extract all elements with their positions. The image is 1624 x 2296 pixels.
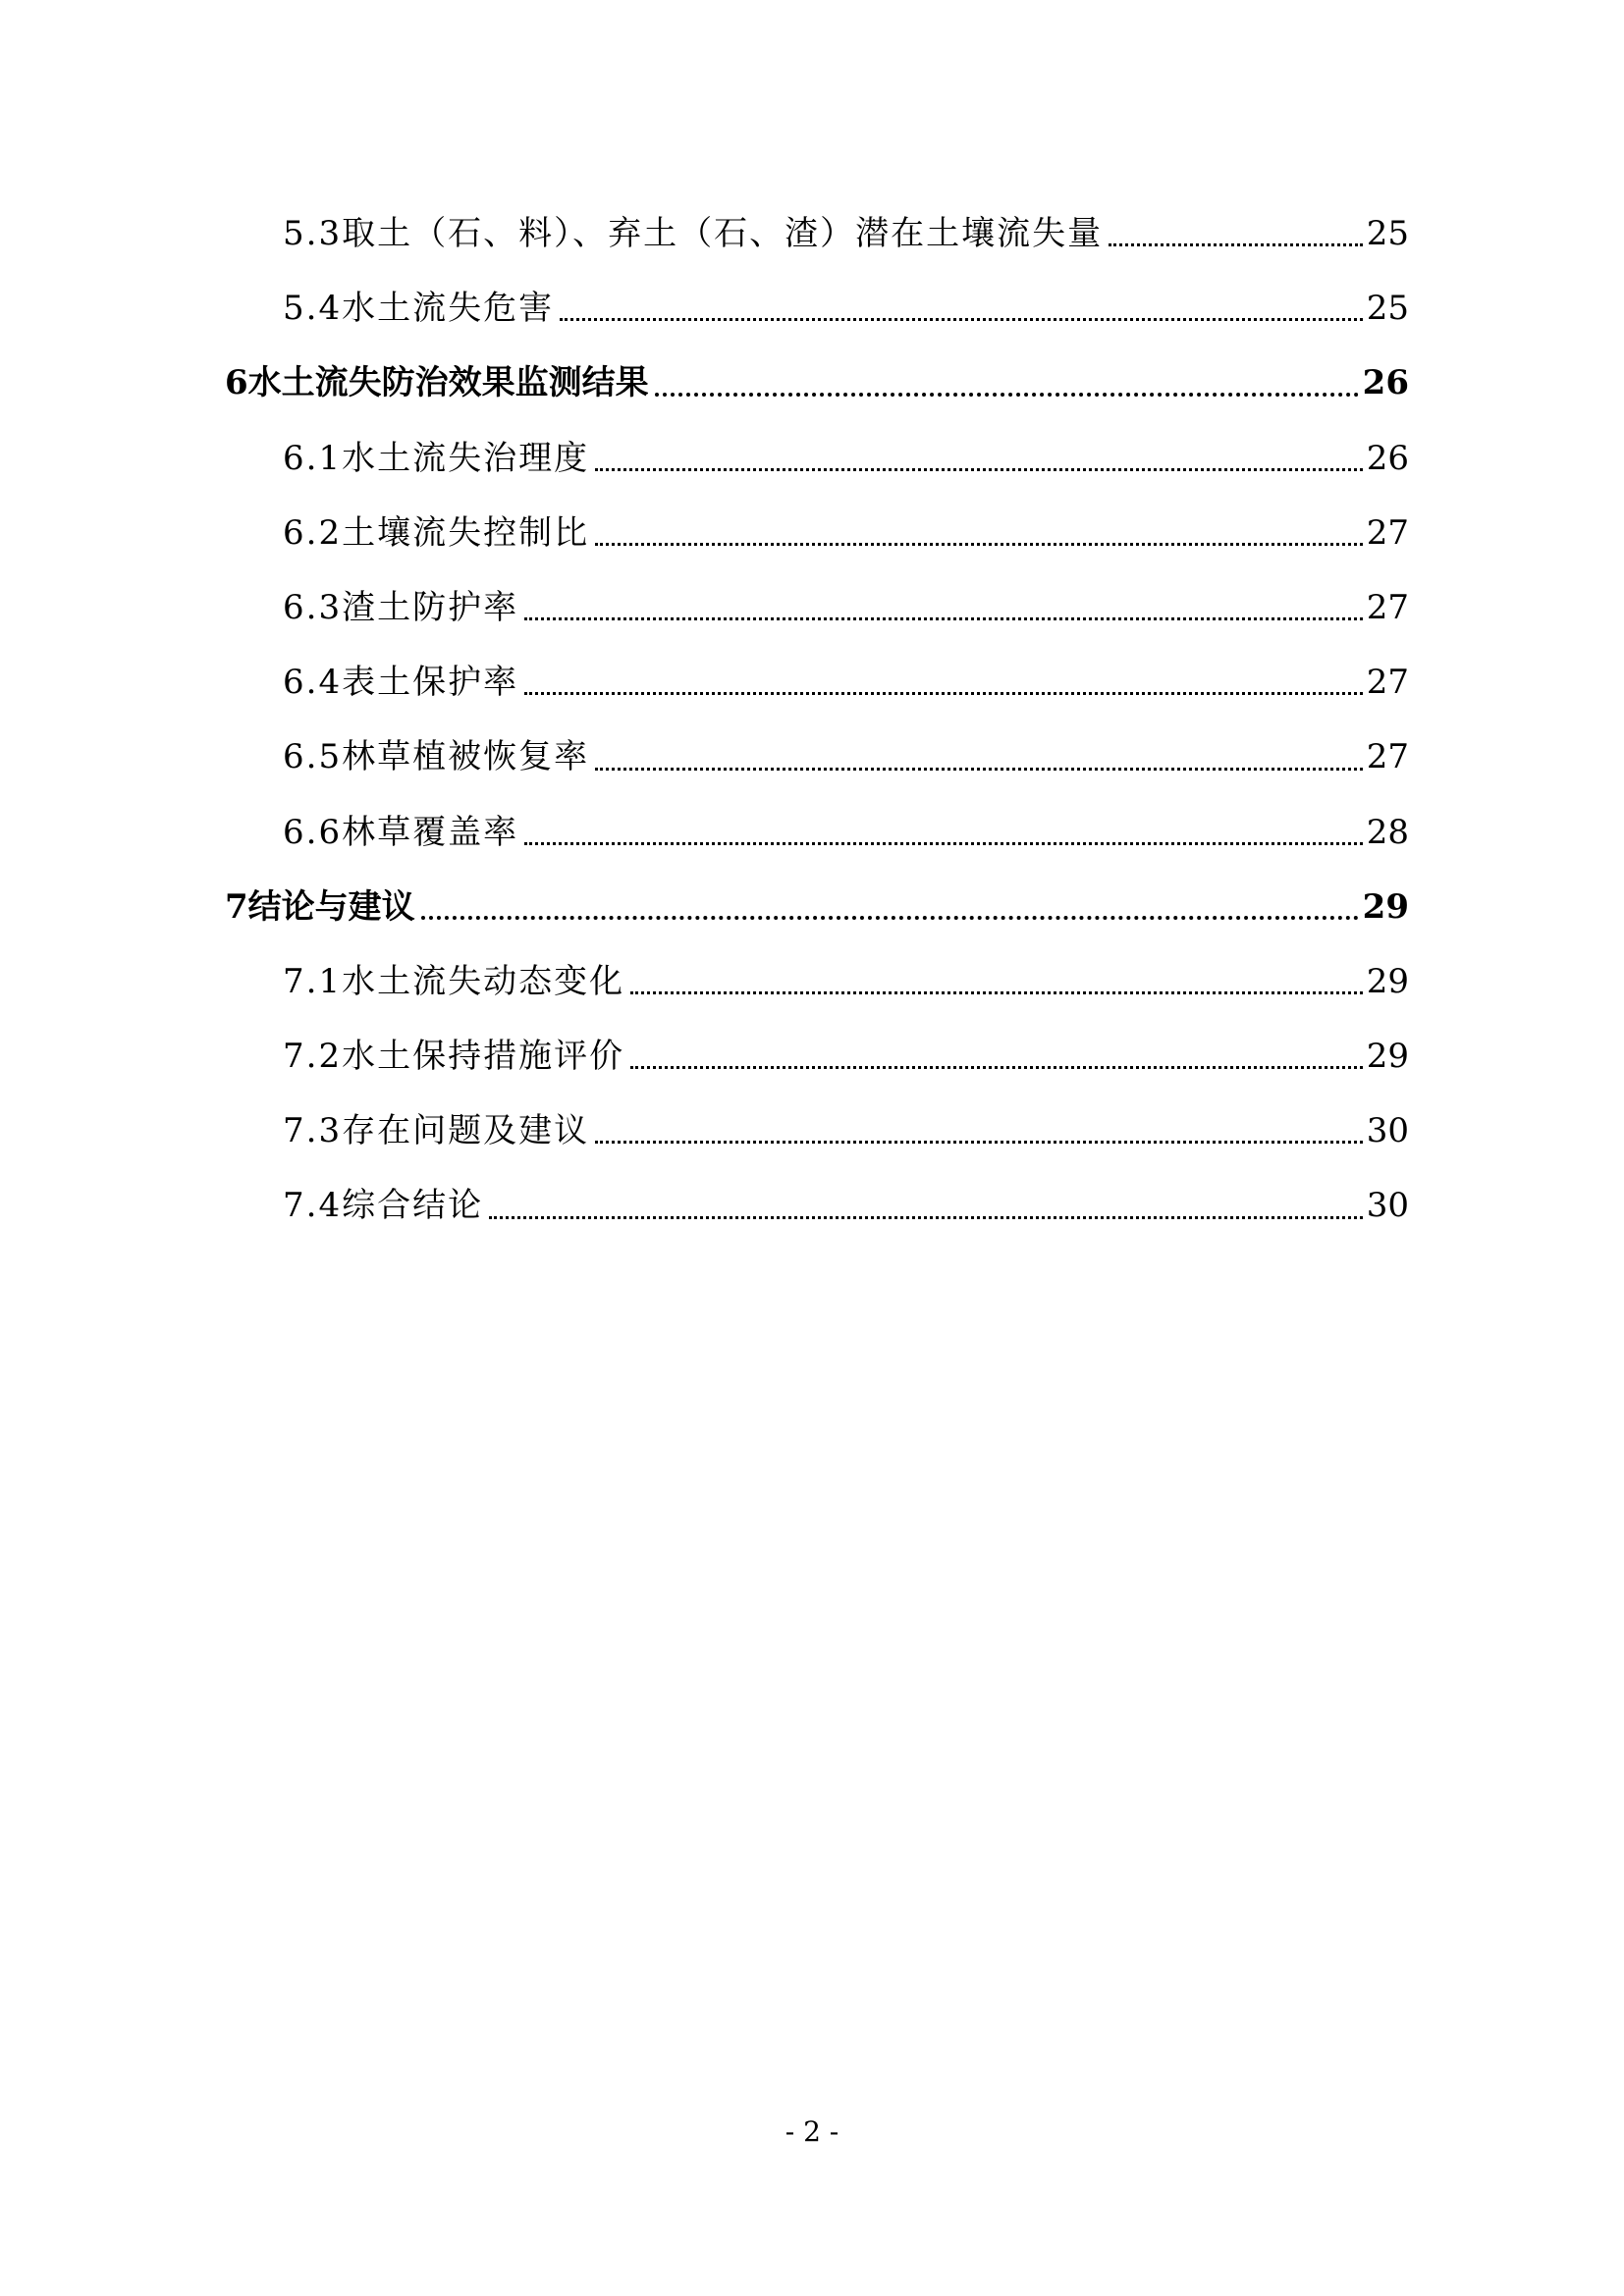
toc-entry-title: 综合结论 <box>342 1186 484 1226</box>
toc-entry-page: 27 <box>1366 737 1409 777</box>
toc-chapter-entry[interactable] <box>225 870 1409 944</box>
dot-leader <box>630 1066 1363 1069</box>
toc-entry-title: 林草植被恢复率 <box>342 737 590 777</box>
toc-entry-page: 30 <box>1366 1111 1409 1151</box>
toc-entry[interactable] <box>225 196 1409 271</box>
dot-leader <box>655 393 1359 397</box>
toc-entry-page: 27 <box>1366 663 1409 703</box>
dot-leader <box>524 617 1363 620</box>
toc-entry-title: 取土（石、料）、弃土（石、渣）潜在土壤流失量 <box>342 214 1104 253</box>
toc-entry[interactable] <box>225 496 1409 570</box>
dot-leader <box>1109 243 1363 246</box>
toc-entry-title: 水土流失防治效果监测结果 <box>247 363 649 403</box>
toc-entry-title: 结论与建议 <box>247 886 415 927</box>
toc-entry-number: 7.1 <box>283 961 343 1001</box>
toc-entry[interactable] <box>225 421 1409 496</box>
toc-entry-page: 29 <box>1366 961 1409 1001</box>
toc-entry-page: 29 <box>1366 1037 1409 1077</box>
toc-entry-number: 6.6 <box>283 812 343 852</box>
toc-entry[interactable] <box>225 1019 1409 1094</box>
toc-entry-page: 27 <box>1366 587 1409 627</box>
toc-entry-page: 26 <box>1362 363 1409 403</box>
toc-entry-number: 6.1 <box>283 438 343 478</box>
toc-entry-number: 7.2 <box>283 1037 343 1077</box>
toc-entry[interactable] <box>225 720 1409 794</box>
toc-entry-title: 水土流失动态变化 <box>342 961 625 1001</box>
dot-leader <box>595 468 1363 471</box>
dot-leader <box>630 991 1363 994</box>
toc-entry-number: 5.4 <box>283 289 343 329</box>
dot-leader <box>595 543 1363 546</box>
toc-entry[interactable] <box>225 1094 1409 1168</box>
toc-entry[interactable] <box>225 645 1409 720</box>
toc-chapter-entry[interactable] <box>225 346 1409 420</box>
toc-entry-number: 6.3 <box>283 587 343 627</box>
toc-entry-number: 7.3 <box>283 1111 343 1151</box>
dot-leader <box>421 916 1359 920</box>
toc-entry-title: 水土流失治理度 <box>342 438 590 478</box>
toc-entry-page: 25 <box>1366 289 1409 329</box>
toc-entry-page: 26 <box>1366 438 1409 478</box>
toc-entry-number: 7.4 <box>283 1186 343 1226</box>
dot-leader <box>524 692 1363 695</box>
toc-entry-number: 5.3 <box>283 214 343 253</box>
dot-leader <box>489 1216 1363 1219</box>
toc-entry-number: 6.2 <box>283 512 343 553</box>
toc-entry[interactable] <box>225 944 1409 1019</box>
toc-entry-page: 25 <box>1366 214 1409 253</box>
dot-leader <box>595 1141 1363 1144</box>
toc-entry[interactable] <box>225 570 1409 645</box>
table-of-contents <box>225 196 1409 1244</box>
toc-entry-title: 存在问题及建议 <box>342 1111 590 1151</box>
dot-leader <box>595 768 1363 771</box>
toc-entry[interactable] <box>225 271 1409 346</box>
toc-entry-number: 6.4 <box>283 663 343 703</box>
toc-entry-title: 表土保护率 <box>342 663 519 703</box>
toc-entry-number: 6.5 <box>283 737 343 777</box>
toc-entry-number: 6 <box>225 363 248 403</box>
toc-entry-page: 30 <box>1366 1186 1409 1226</box>
toc-entry-page: 27 <box>1366 512 1409 553</box>
toc-entry-page: 29 <box>1362 886 1409 927</box>
dot-leader <box>524 842 1363 845</box>
toc-entry-title: 渣土防护率 <box>342 587 519 627</box>
toc-entry-title: 林草覆盖率 <box>342 812 519 852</box>
page-number: - 2 - <box>785 2115 839 2148</box>
dot-leader <box>560 318 1363 321</box>
toc-entry-title: 土壤流失控制比 <box>342 512 590 553</box>
toc-entry-title: 水土流失危害 <box>342 289 555 329</box>
toc-entry[interactable] <box>225 795 1409 870</box>
toc-entry-title: 水土保持措施评价 <box>342 1037 625 1077</box>
toc-entry-number: 7 <box>225 886 248 927</box>
toc-entry[interactable] <box>225 1168 1409 1243</box>
toc-entry-page: 28 <box>1366 812 1409 852</box>
